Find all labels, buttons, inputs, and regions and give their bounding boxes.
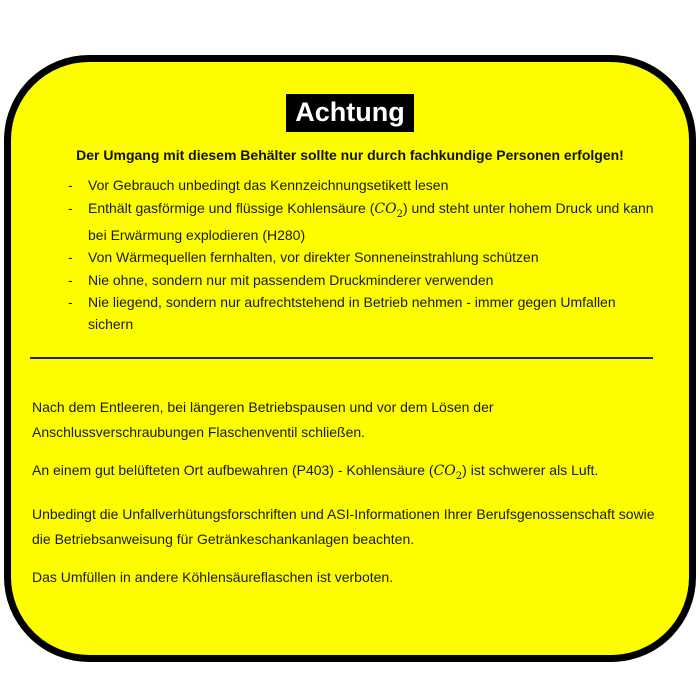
co2-symbol: CO [374,200,397,217]
co2-subscript: 2 [455,471,463,483]
co2-formula [433,463,463,483]
label-title: Achtung [286,94,413,132]
bullet-text-segment: ) und steht unter hohem Druck und kann bei Erwärmung explodieren (H280) [88,199,654,243]
title-container [11,94,689,132]
paragraph-segment: An einem gut belüfteten Ort aufbewahren (P403) - Kohlensäure ( [32,462,434,479]
paragraph: Das Umfüllen in andere Köhlensäureflaschen ist verboten. [32,569,394,586]
bullet-text: Nie ohne, sondern nur mit passendem Druckminderer verwenden [88,271,494,288]
bullet-text-segment: Enthält gasförmige und flüssige Kohlensäure ( [88,199,375,216]
bullet-dash: - [68,271,73,288]
co2-formula [374,200,403,220]
divider-line [30,357,653,359]
paragraph [32,458,661,489]
paragraph-section [11,395,689,590]
bullet-list [11,175,689,335]
list-item [68,198,663,247]
list-item [68,175,663,197]
bullet-dash: - [68,199,73,216]
bullet-text: Nie liegend, sondern nur aufrechtstehend in Betrieb nehmen - immer gegen Umfallen sichern [88,294,616,332]
bullet-text: Vor Gebrauch unbedingt das Kennzeichnungsetikett lesen [88,177,449,193]
paragraph: Nach dem Entleeren, bei längeren Betriebspausen und vor dem Lösen der Anschlussverschraubungen Flaschenventil schließen. [32,399,494,441]
bullet-text: Von Wärmequellen fernhalten, vor direkter Sonneneinstrahlung schützen [88,249,539,266]
bullet-dash: - [68,294,73,311]
label-heading: Der Umgang mit diesem Behälter sollte nur durch fachkundige Personen erfolgen! [76,147,624,163]
list-item [68,292,663,335]
co2-symbol: CO [433,463,456,480]
warning-label [4,55,696,662]
co2-subscript: 2 [396,208,403,220]
bullet-dash: - [68,177,73,193]
bullet-text [88,198,663,247]
list-item [68,247,663,269]
bullet-dash: - [68,249,73,266]
list-item [68,270,663,292]
paragraph: Unbedingt die Unfallverhütungsforschriften und ASI-Informationen Ihrer Berufsgenossenschaft sowie die Betriebsanweisung für Getränkeschankanlagen beachten. [32,506,655,548]
paragraph-segment: ) ist schwerer als Luft. [462,462,599,479]
